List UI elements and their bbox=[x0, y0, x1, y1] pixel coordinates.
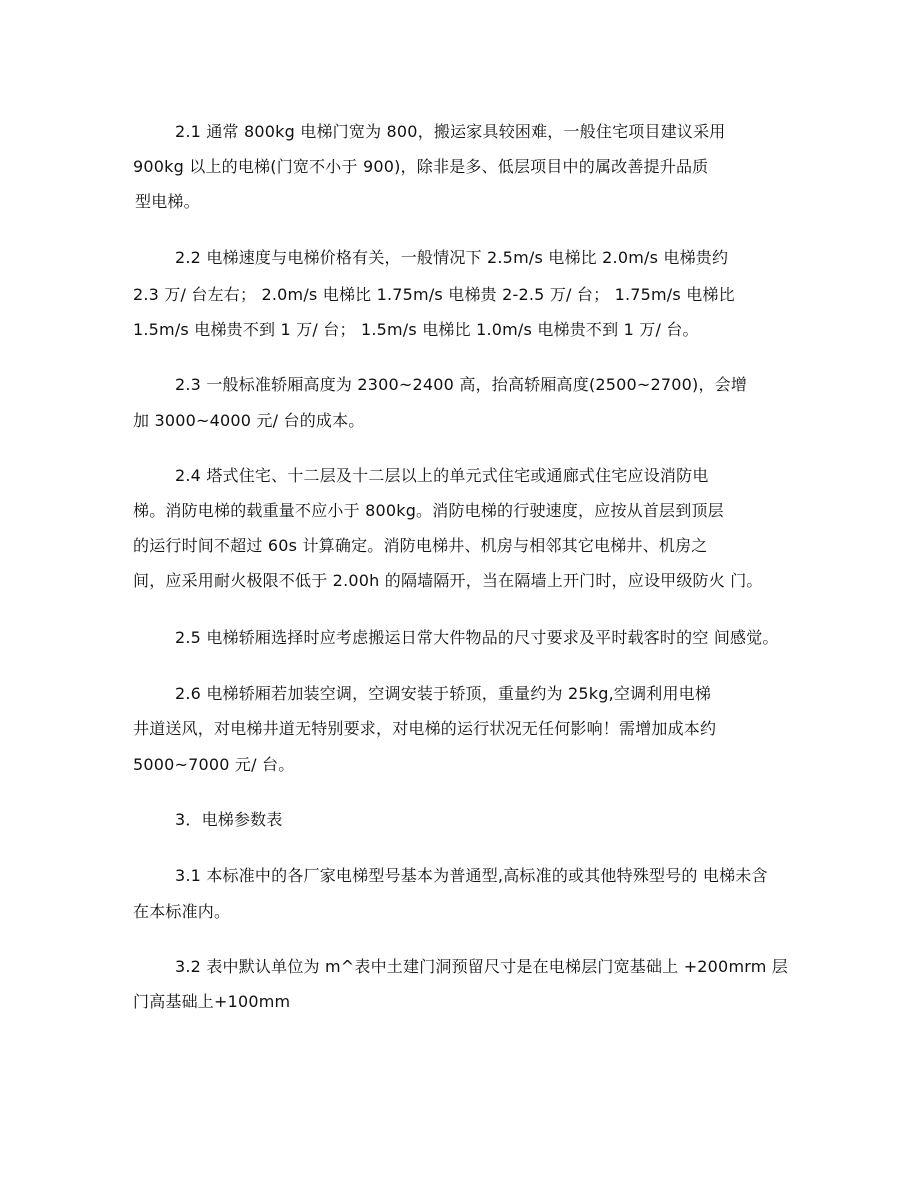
paragraph-line: 2.4 塔式住宅、十二层及十二层以上的单元式住宅或通廊式住宅应设消防电 bbox=[175, 466, 709, 485]
paragraph-line: 2.6 电梯轿厢若加装空调，空调安装于轿顶，重量约为 25kg,空调利用电梯 bbox=[175, 684, 712, 703]
paragraph-line: 1.5m/s 电梯贵不到 1 万/ 台； 1.5m/s 电梯比 1.0m/s 电梯贵不到 1 万/ 台。 bbox=[133, 320, 699, 339]
paragraph-line: 900kg 以上的电梯(门宽不小于 900)，除非是多、低层项目中的属改善提升品质 bbox=[133, 157, 709, 176]
paragraph-line: 2.5 电梯轿厢选择时应考虑搬运日常大件物品的尺寸要求及平时载客时的空 间感觉。 bbox=[175, 628, 779, 647]
paragraph-line: 2.2 电梯速度与电梯价格有关，一般情况下 2.5m/s 电梯比 2.0m/s 电梯贵约 bbox=[175, 248, 729, 267]
paragraph-line: 2.3 万/ 台左右； 2.0m/s 电梯比 1.75m/s 电梯贵 2-2.5 万/ 台； 1.75m/s 电梯比 bbox=[133, 285, 735, 304]
paragraph-line: 门高基础上+100mm bbox=[133, 992, 291, 1011]
paragraph-line: 加 3000~4000 元/ 台的成本。 bbox=[133, 411, 365, 430]
paragraph-line: 5000~7000 元/ 台。 bbox=[133, 755, 295, 774]
paragraph-line: 的运行时间不超过 60s 计算确定。消防电梯井、机房与相邻其它电梯井、机房之 bbox=[133, 536, 708, 555]
section-heading: 3．电梯参数表 bbox=[175, 810, 283, 829]
paragraph-line: 井道送风，对电梯井道无特别要求，对电梯的运行状况无任何影响！需增加成本约 bbox=[133, 719, 717, 738]
paragraph-line: 间，应采用耐火极限不低于 2.00h 的隔墙隔开，当在隔墙上开门时，应设甲级防火 门。 bbox=[133, 571, 763, 590]
paragraph-line: 型电梯。 bbox=[135, 192, 200, 211]
paragraph-line: 在本标准内。 bbox=[133, 902, 231, 921]
paragraph-line: 2.3 一般标准轿厢高度为 2300~2400 高，抬高轿厢高度(2500~2700)，会增 bbox=[175, 375, 748, 394]
paragraph-line: 3.1 本标准中的各厂家电梯型号基本为普通型,高标准的或其他特殊型号的 电梯未含 bbox=[175, 866, 768, 885]
paragraph-line: 3.2 表中默认单位为 m^表中土建门洞预留尺寸是在电梯层门宽基础上 +200mrm 层 bbox=[175, 957, 788, 976]
paragraph-line: 2.1 通常 800kg 电梯门宽为 800，搬运家具较困难，一般住宅项目建议采用 bbox=[175, 122, 726, 141]
paragraph-line: 梯。消防电梯的载重量不应小于 800kg。消防电梯的行驶速度，应按从首层到顶层 bbox=[133, 501, 724, 520]
